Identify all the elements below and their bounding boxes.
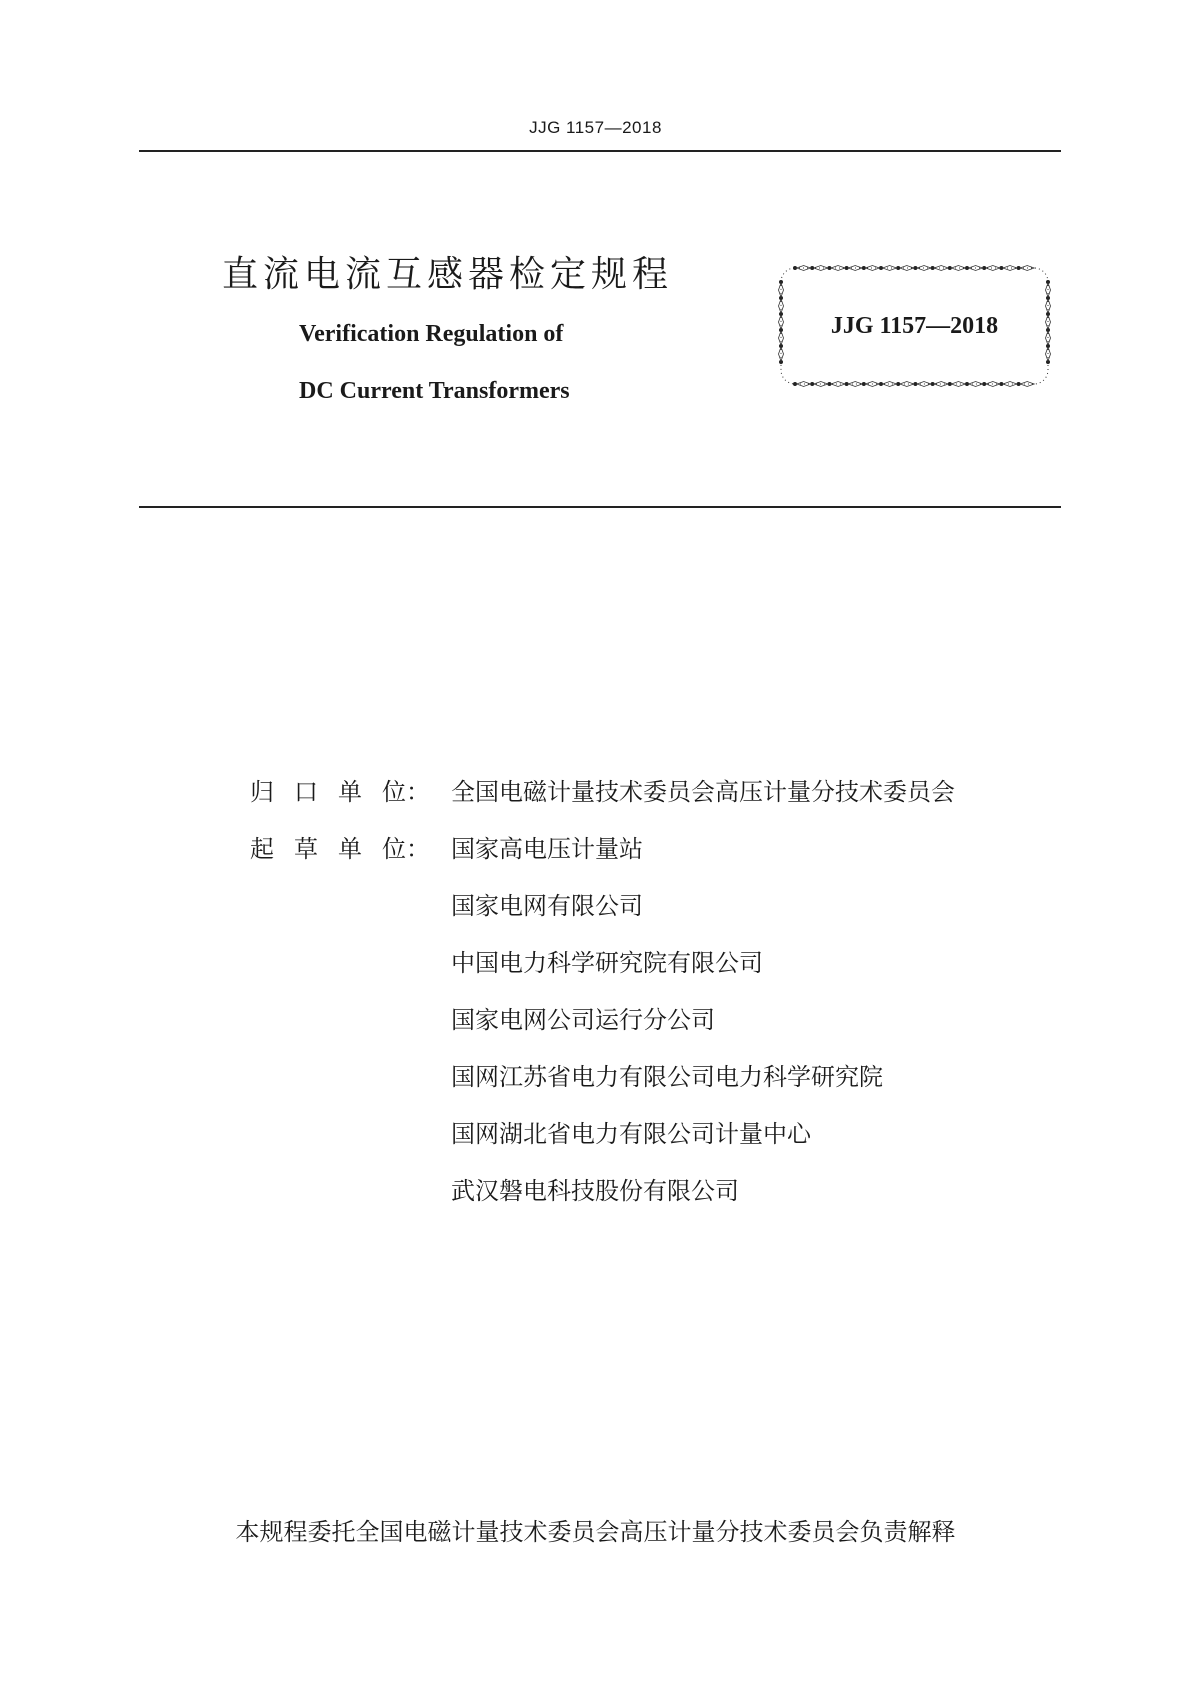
drafting-unit-value: 中国电力科学研究院有限公司 [451,949,763,977]
header-divider [139,150,1061,152]
header-standard-code: JJG 1157—2018 [529,118,662,137]
frame-standard-code: JJG 1157—2018 [830,313,999,339]
drafting-unit-value: 国家电网有限公司 [451,892,643,920]
responsible-unit-value: 全国电磁计量技术委员会高压计量分技术委员会 [451,778,955,806]
drafting-unit-value: 国网江苏省电力有限公司电力科学研究院 [451,1063,883,1091]
label-char: 位： [382,778,430,806]
title-divider [139,506,1061,508]
drafting-unit-label [250,829,450,864]
label-char: 口 [294,778,318,806]
drafting-unit-value: 国家高电压计量站 [451,835,643,863]
chinese-title: 直流电流互感器检定规程 [222,254,674,295]
drafting-unit-value: 国家电网公司运行分公司 [451,1006,715,1034]
label-char: 单 [338,778,362,806]
label-char: 起 [250,835,274,863]
interpretation-note: 本规程委托全国电磁计量技术委员会高压计量分技术委员会负责解释 [235,1518,956,1546]
label-char: 归 [250,778,274,806]
drafting-unit-value: 武汉磐电科技股份有限公司 [451,1177,739,1205]
label-char: 草 [294,835,318,863]
responsible-unit-label [250,772,450,807]
english-title-line-2: DC Current Transformers [299,378,570,404]
label-char: 位： [382,835,430,863]
label-char: 单 [338,835,362,863]
drafting-unit-value: 国网湖北省电力有限公司计量中心 [451,1120,811,1148]
standard-code-frame [775,262,1054,390]
english-title-line-1: Verification Regulation of [299,321,564,347]
